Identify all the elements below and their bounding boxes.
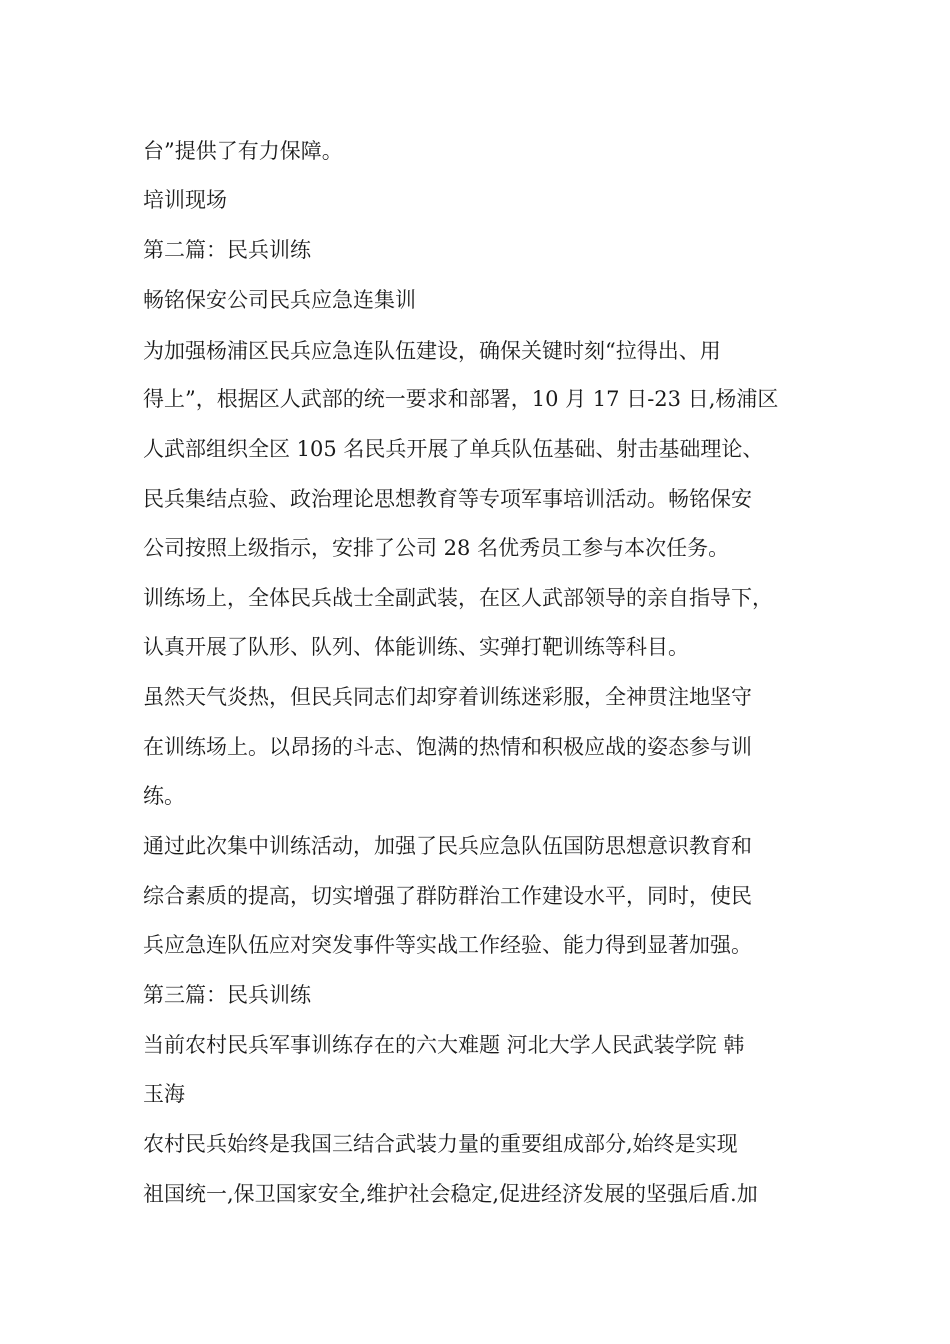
article-title: 当前农村民兵军事训练存在的六大难题 河北大学人民武装学院 韩 — [143, 1033, 745, 1057]
text-line: 在训练场上。以昂扬的斗志、饱满的热情和积极应战的姿态参与训 — [143, 735, 752, 759]
text-line: 祖国统一,保卫国家安全,维护社会稳定,促进经济发展的坚强后盾.加 — [143, 1182, 758, 1206]
text-line: 训练场上，全体民兵战士全副武装，在区人武部领导的亲自指导下， — [143, 586, 773, 610]
article-title: 玉海 — [143, 1082, 185, 1106]
text-line: 得上”，根据区人武部的统一要求和部署，10 月 17 日-23 日,杨浦区 — [143, 387, 779, 411]
text-line: 虽然天气炎热，但民兵同志们却穿着训练迷彩服，全神贯注地坚守 — [143, 685, 752, 709]
text-line: 农村民兵始终是我国三结合武装力量的重要组成部分,始终是实现 — [143, 1132, 738, 1156]
text-line: 人武部组织全区 105 名民兵开展了单兵队伍基础、射击基础理论、 — [143, 437, 764, 461]
text-line: 兵应急连队伍应对突发事件等实战工作经验、能力得到显著加强。 — [143, 933, 752, 957]
section-heading: 第二篇：民兵训练 — [143, 238, 311, 262]
section-heading: 第三篇：民兵训练 — [143, 983, 311, 1007]
text-line: 认真开展了队形、队列、体能训练、实弹打靶训练等科目。 — [143, 635, 689, 659]
text-line: 综合素质的提高，切实增强了群防群治工作建设水平，同时，使民 — [143, 884, 752, 908]
text-line: 民兵集结点验、政治理论思想教育等专项军事培训活动。畅铭保安 — [143, 487, 752, 511]
text-line: 台”提供了有力保障。 — [143, 139, 343, 163]
text-line: 为加强杨浦区民兵应急连队伍建设，确保关键时刻“拉得出、用 — [143, 339, 721, 363]
text-line: 练。 — [143, 784, 185, 808]
text-line: 通过此次集中训练活动，加强了民兵应急队伍国防思想意识教育和 — [143, 834, 752, 858]
text-line: 公司按照上级指示，安排了公司 28 名优秀员工参与本次任务。 — [143, 536, 730, 560]
text-line: 培训现场 — [143, 188, 227, 212]
article-title: 畅铭保安公司民兵应急连集训 — [143, 288, 416, 312]
